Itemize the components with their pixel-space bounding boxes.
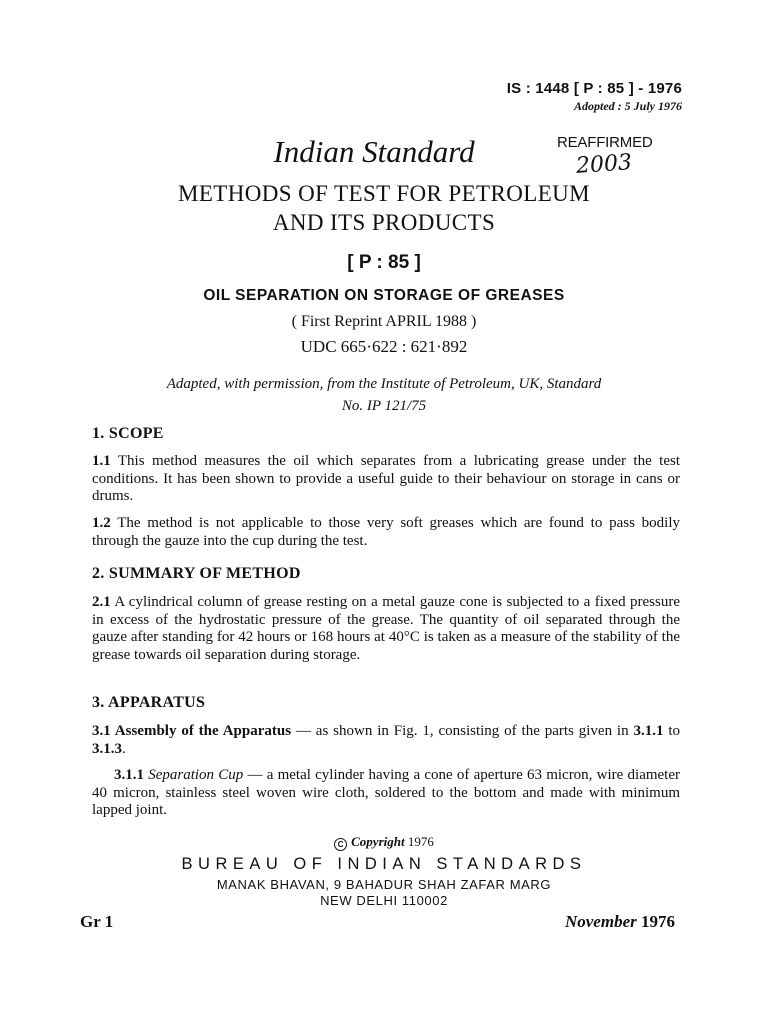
paragraph-1-1 xyxy=(92,453,680,506)
paragraph-text: . xyxy=(122,740,126,757)
clause-reference: 3.1.1 xyxy=(633,723,664,739)
test-name: OIL SEPARATION ON STORAGE OF GREASES xyxy=(203,287,565,304)
publication-year: 1976 xyxy=(636,912,675,931)
section-heading-summary: 2. SUMMARY OF METHOD xyxy=(92,565,301,582)
clause-title: Separation Cup xyxy=(144,767,244,783)
subtitle-line-1: METHODS OF TEST FOR PETROLEUM xyxy=(177,181,591,206)
paragraph-text: — as shown in Fig. 1, consisting of the parts given in xyxy=(291,723,634,739)
copyright-year: 1976 xyxy=(404,834,434,849)
adapted-note-line-1: Adapted, with permission, from the Institute of Petroleum, UK, Standard xyxy=(166,376,602,392)
publisher-name: BUREAU OF INDIAN STANDARDS xyxy=(181,855,587,873)
copyright-icon: C xyxy=(334,838,347,851)
clause-number: 2.1 xyxy=(92,594,111,610)
standard-number: IS : 1448 [ P : 85 ] - 1976 xyxy=(506,80,682,97)
paragraph-text: This method measures the oil which separates from a lubricating grease under the test conditions. It has been shown to provide a useful guide to their behaviour on storage in cans or drums. xyxy=(92,453,680,504)
section-heading-scope: 1. SCOPE xyxy=(92,425,164,442)
copyright-line xyxy=(0,834,768,851)
clause-number: 3.1 xyxy=(92,723,111,739)
reaffirmed-year-handwritten: 2003 xyxy=(575,150,633,179)
subtitle-line-2: AND ITS PRODUCTS xyxy=(272,210,496,235)
publisher-address-line-1: MANAK BHAVAN, 9 BAHADUR SHAH ZAFAR MARG xyxy=(216,877,552,892)
publication-date xyxy=(565,912,675,932)
adapted-note-line-2: No. IP 121/75 xyxy=(341,398,427,414)
part-number: [ P : 85 ] xyxy=(347,252,421,273)
reaffirmed-stamp: REAFFIRMED xyxy=(557,134,653,151)
paragraph-3-1 xyxy=(92,723,680,758)
paragraph-text: The method is not applicable to those very soft greases which are found to pass bodily through the gauze into the cup during the test. xyxy=(92,515,680,549)
clause-number: 1.1 xyxy=(92,453,111,469)
document-title: Indian Standard xyxy=(273,134,475,169)
udc-code: UDC 665·622 : 621·892 xyxy=(300,337,468,356)
paragraph-text: to xyxy=(663,723,681,739)
adopted-date: Adopted : 5 July 1976 xyxy=(574,99,682,113)
publisher-address-line-2: NEW DELHI 110002 xyxy=(320,893,448,908)
paragraph-3-1-1 xyxy=(92,767,680,820)
publication-month: November xyxy=(564,912,637,931)
paragraph-1-2 xyxy=(92,515,680,550)
clause-reference: 3.1.3 xyxy=(92,740,122,757)
clause-number: 3.1.1 xyxy=(114,767,144,783)
paragraph-text: — a metal cylinder having a cone of aperture 63 micron, wire diameter 40 micron, stainless steel woven wire cloth, soldered to the bottom and made with minimum lapped joint. xyxy=(92,767,680,818)
paragraph-text: A cylindrical column of grease resting on a metal gauze cone is subjected to a fixed pressure in excess of the hydrostatic pressure of the grease. The quantity of oil separated through the gauze after standing for 42 hours or 168 hours at 40°C is taken as a measure of the stability of the grease towards oil separation during storage. xyxy=(92,594,680,663)
clause-number: 1.2 xyxy=(92,515,111,531)
clause-title: Assembly of the Apparatus xyxy=(110,723,292,739)
paragraph-2-1 xyxy=(92,594,680,664)
section-heading-apparatus: 3. APPARATUS xyxy=(92,694,206,711)
price-group: Gr 1 xyxy=(80,912,114,931)
copyright-word: Copyright xyxy=(351,834,405,849)
reprint-note: ( First Reprint APRIL 1988 ) xyxy=(291,313,477,330)
